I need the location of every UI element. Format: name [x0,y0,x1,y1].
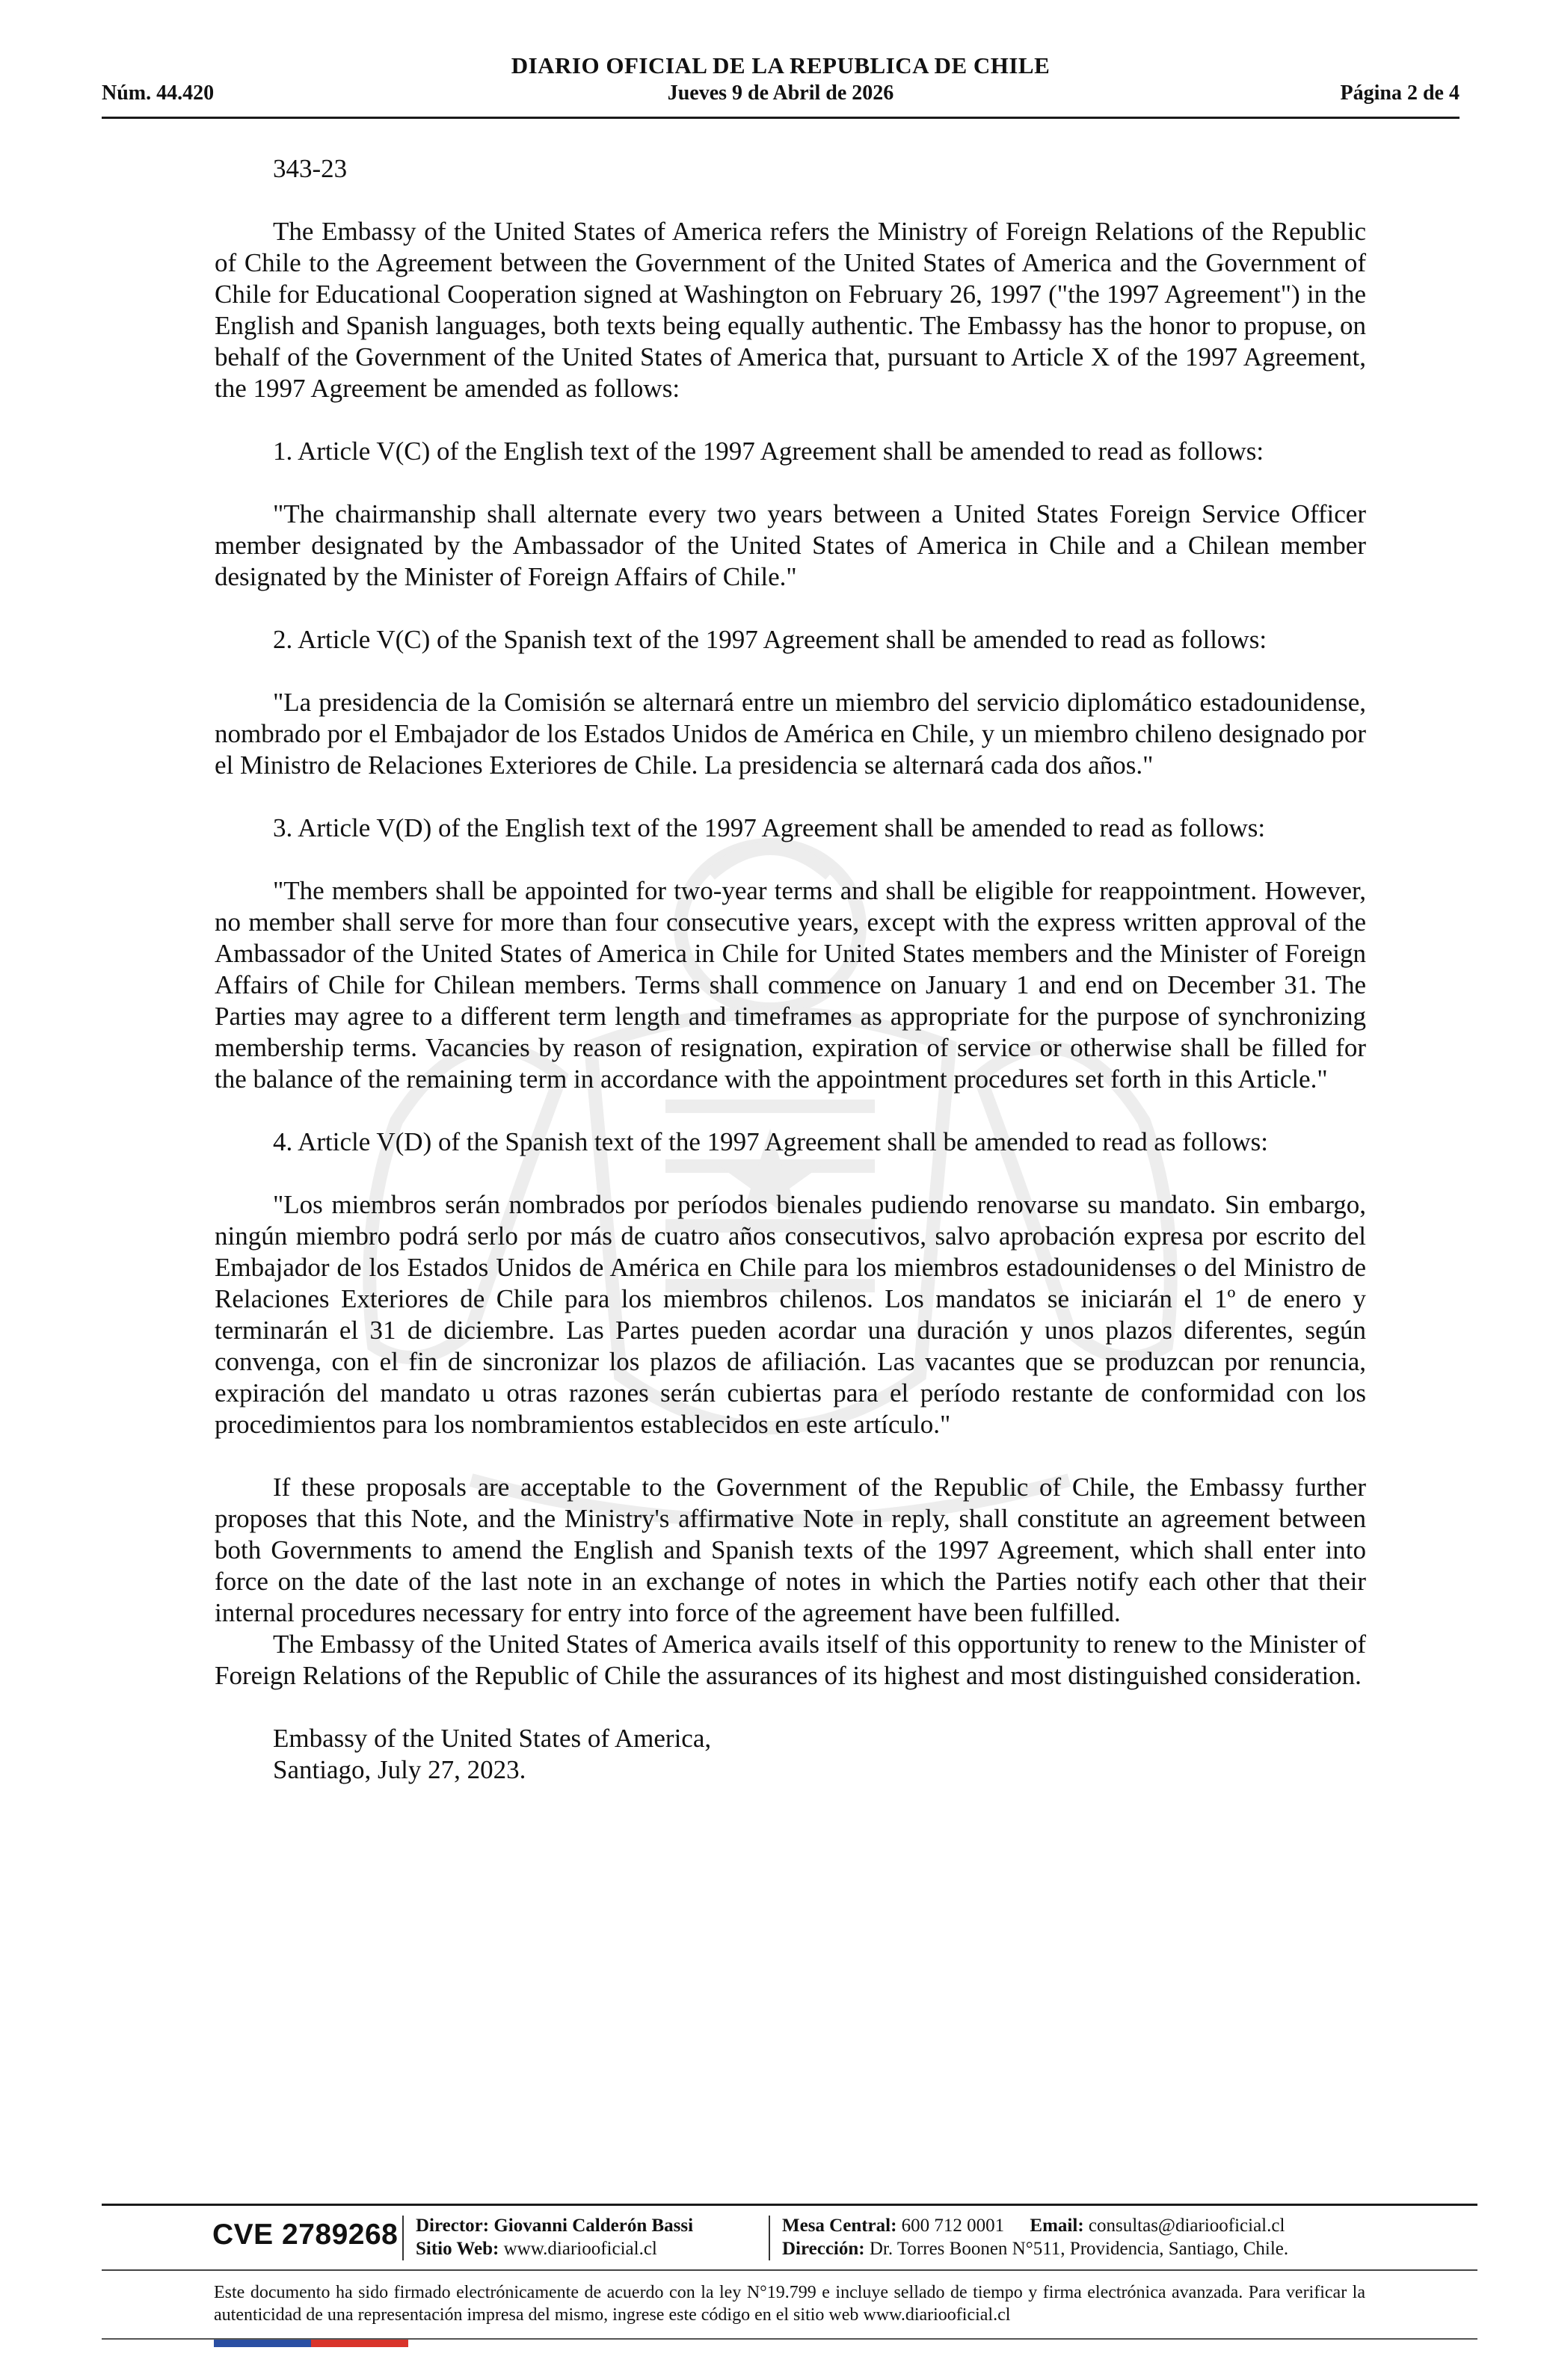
amendment-quote-4: "Los miembros serán nombrados por períodos bienales pudiendo renovarse su mandato. Sin embargo, ningún miembro podrá serlo por más de cuatro años consecutivos, salvo aprobación expresa por escrito del Embajador de los Estados Unidos de América en Chile para los miembros estadounidenses o del Ministro de Relaciones Exteriores de Chile para los miembros chilenos. Los mandatos se iniciarán el 1º de enero y terminarán el 31 de diciembre. Las Partes pueden acordar una duración y unos plazos diferentes, según convenga, con el fin de sincronizar los plazos de afiliación. Las vacantes que se produzcan por renuncia, expiración del mandato u otras razones serán cubiertas para el período restante de conformidad con los procedimientos para los nombramientos establecidos en este artículo." [215,1190,1366,1439]
signature-block [215,1723,1366,1786]
cve-code: CVE 2789268 [212,2219,399,2251]
amendment-quote-2: "La presidencia de la Comisión se alternará entre un miembro del servicio diplomático estadounidense, nombrado por el Embajador de los Estados Unidos de América en Chile, y un miembro chileno designado por el Ministro de Relaciones Exteriores de Chile. La presidencia se alternará cada dos años." [215,688,1366,780]
page-footer [102,2214,1477,2266]
phone-label: Mesa Central: [782,2216,897,2236]
address-text: Dr. Torres Boonen N°511, Providencia, Santiago, Chile. [869,2239,1289,2259]
signature-line-1: Embassy of the United States of America, [273,1724,712,1753]
note-reference: 343-23 [273,154,348,183]
contact-line [782,2214,1288,2237]
website-link[interactable]: www.diariooficial.cl [503,2239,657,2259]
footer-contact-info [782,2214,1288,2260]
document-body [215,153,1366,1786]
phone-number: 600 712 0001 [901,2216,1005,2236]
amendment-item-2: 2. Article V(C) of the Spanish text of the 1997 Agreement shall be amended to read as follows: [273,625,1267,654]
flag-color-bar [214,2340,408,2347]
amendment-item-4: 4. Article V(D) of the Spanish text of the 1997 Agreement shall be amended to read as follows: [273,1127,1268,1156]
page-header [102,52,1460,127]
director-line [416,2214,693,2237]
footer-separator [402,2216,404,2260]
amendment-quote-3: "The members shall be appointed for two-year terms and shall be eligible for reappointment. However, no member shall serve for more than four consecutive years, except with the express written approval of the Ambassador of the United States of America in Chile for United States members and the Minister of Foreign Affairs of Chile for Chilean members. Terms shall commence on January 1 and end on December 31. The Parties may agree to a different term length and timeframes as appropriate for the purpose of synchronizing membership terms. Vacancies by reason of resignation, expiration of service or otherwise shall be filled for the balance of the remaining term in accordance with the appointment procedures set forth in this Article." [215,876,1366,1094]
issue-date: Jueves 9 de Abril de 2026 [667,81,894,105]
amendment-item-3: 3. Article V(D) of the English text of the 1997 Agreement shall be amended to read as follows: [273,813,1266,842]
flag-red-segment [311,2340,408,2347]
amendment-quote-1: "The chairmanship shall alternate every two years between a United States Foreign Service Officer member designated by the Ambassador of the United States of America in Chile and a Chilean member designated by the Minister of Foreign Affairs of Chile." [215,499,1366,591]
email-label: Email: [1030,2216,1084,2236]
gazette-title: DIARIO OFICIAL DE LA REPUBLICA DE CHILE [511,52,1051,78]
website-line [416,2237,693,2260]
footer-editorial-info [416,2214,693,2260]
proposal-paragraph: If these proposals are acceptable to the Government of the Republic of Chile, the Embassy further proposes that this Note, and the Ministry's affirmative Note in reply, shall constitute an agreement between both Governments to amend the English and Spanish texts of the 1997 Agreement, which shall enter into force on the date of the last note in an exchange of notes in which the Parties notify each other that their internal procedures necessary for entry into force of the agreement have been fulfilled. [215,1473,1366,1627]
issue-number: Núm. 44.420 [102,81,215,105]
header-meta-row [102,81,1460,111]
footer-divider-secondary [102,2269,1477,2271]
footer-separator [769,2216,770,2260]
director-name: Giovanni Calderón Bassi [493,2216,694,2236]
address-label: Dirección: [782,2239,865,2259]
courtesy-paragraph: The Embassy of the United States of America avails itself of this opportunity to renew to the Minister of Foreign Relations of the Republic of Chile the assurances of its highest and most distinguished consideration. [215,1630,1366,1690]
flag-blue-segment [214,2340,311,2347]
intro-paragraph: The Embassy of the United States of America refers the Ministry of Foreign Relations of the Republic of Chile to the Agreement between the Government of the United States of America and the Government of Chile for Educational Cooperation signed at Washington on February 26, 1997 ("the 1997 Agreement") in the English and Spanish languages, both texts being equally authentic. The Embassy has the honor to propuse, on behalf of the Government of the United States of America that, pursuant to Article X of the 1997 Agreement, the 1997 Agreement be amended as follows: [215,217,1366,403]
footer-divider [102,2204,1477,2206]
email-link[interactable]: consultas@diariooficial.cl [1088,2216,1285,2236]
signature-disclaimer: Este documento ha sido firmado electrónicamente de acuerdo con la ley N°19.799 e incluye sellado de tiempo y firma electrónica avanzada. Para verificar la autenticidad de una representación impresa del mismo, ingrese este código en el sitio web www.diariooficial.cl [214,2283,1365,2325]
address-line [782,2237,1288,2260]
amendment-item-1: 1. Article V(C) of the English text of the 1997 Agreement shall be amended to read as follows: [273,437,1264,466]
header-divider [102,117,1460,119]
page-indicator: Página 2 de 4 [1340,81,1460,105]
website-label: Sitio Web: [416,2239,499,2259]
signature-line-2: Santiago, July 27, 2023. [273,1755,526,1784]
director-label: Director: [416,2216,490,2236]
